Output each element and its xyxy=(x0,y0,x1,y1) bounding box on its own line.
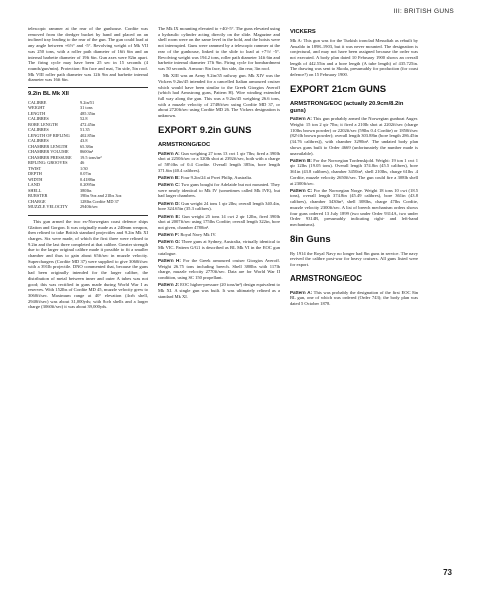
pattern-paragraph xyxy=(290,116,418,156)
col1-intro: telescopic rammer at the rear of the gunhouse. Cordite was removed from the dredger bucket by hand and placed on an inclined tray leading to the rear of the gun. The gun could load at any angle between +6½° and -5°. Revolving weight of Mk VII was 250 tons, with a roller path diameter of 16ft 6in and an internal barbette diameter of 19ft 6in. Gun axes were 82in apart. The firing cycle may have been 25 sec in 15 seconds (4 rounds/gun/min). Protection: 8in face and mat, 7in side, 5in roof. Mk VIII roller path diameter was 12ft 9in and barbette internal diameter was 16ft 6in. xyxy=(28,26,148,83)
spec-key: WEIGHT xyxy=(28,105,45,111)
pattern-paragraph xyxy=(158,214,280,231)
divider xyxy=(28,87,148,88)
spec-key: TWIST xyxy=(28,165,42,171)
spec-key: SHELL xyxy=(28,187,42,193)
pattern-text: Gun weight 25 tons 14 cwt 2 qtr 12lbs, fired 390lb shot at 2007ft/sec using 175lbs Cordite; overall length 322in, bore not given, chamber 4780in³. xyxy=(158,213,280,230)
spec-key: CHAMBER LENGTH xyxy=(28,143,68,149)
spec-key: CALIBRES xyxy=(28,127,49,133)
vickers-heading: VICKERS xyxy=(290,29,316,35)
spec-value: 65.38in xyxy=(80,143,94,149)
pattern-lead: Pattern E: xyxy=(158,213,181,219)
pattern-text: Three guns at Sydney, Australia, virtually identical to Mk VIC. Pattern G/G1 is described as BL Mk VI in the EOC gun catalogue. xyxy=(158,239,280,256)
pattern-paragraph xyxy=(158,232,280,238)
spec-value: 485.35in xyxy=(80,110,96,116)
pattern-paragraph xyxy=(158,182,280,199)
spec-key: CALIBRES xyxy=(28,138,49,144)
pattern-lead: Pattern B: xyxy=(158,174,180,180)
pattern-paragraph xyxy=(290,158,418,187)
col1-body: This gun armed the two ex-Norwegian coast defence ships Glatton and Gorgon. It was originally made as a 240mm weapon, then relined to take British standard projectiles and 9.2in Mk XI charges. Six were made, of which the first three were relined to 9.2in and the last three completed at that calibre. Greater strength due to the larger original calibre made it possible to fit a smaller chamber and thus to gain about 65ft/sec in muzzle velocity. Superchargers (Cordite MD 37) were supplied to give 3060ft/sec with a 391lb projectile. DNO commented that, because the guns had been originally intended for the larger calibre, the distribution of metal between inner and outer A tubes was not good; this was rectified in guns made during World War I as reserves. With 152lbs of Cordite MD 45, muzzle velocity grew to 3060ft/sec. Maximum range at 40° elevation (4crh shell, 2940ft/sec) was about 31,000yds; with 8crh shells and a larger charge (3060ft/sec) it was about 39,000yds. xyxy=(28,218,148,310)
page-number: 73 xyxy=(443,568,452,577)
spec-title: 9.2in BL Mk XII xyxy=(28,91,69,98)
spec-key: CALIBRES xyxy=(28,116,49,122)
spec-value: 380lbs xyxy=(80,187,92,193)
pattern-lead: Pattern H: xyxy=(158,258,181,263)
pattern-text: This gun probably armed the Norwegian gunboat Auger. Weight: 15 ton 2 qtr 7lbs; it fired a 210lb shot at 2202ft/sec (charge 110lbs brown powder) or 2202ft/sec (59lbs 0.4 Cordite) or 1850ft/sec (82½lb brown powder); overall length 303.88in (bore length 286.45in (34.76 calibres)), with chamber 3290in³. The undated body plan shows guns built to Order 4669 (unfortunately the number made is unavailable). xyxy=(290,116,418,156)
spec-value: 472.45in xyxy=(80,121,96,127)
pattern-lead: Pattern G: xyxy=(158,239,181,245)
spec-key: LAND xyxy=(28,182,40,188)
pattern-lead: Pattern A: xyxy=(290,289,313,295)
running-header: III: BRITISH GUNS xyxy=(393,8,454,15)
armstrong-eoc-21cm-heading: ARMSTRONG/EOC (actually 20.9cm/8.2in guns) xyxy=(290,100,404,114)
spec-key: WIDTH xyxy=(28,176,43,182)
pattern-text: Gun weighing 27 tons 13 cwt 1 qtr 7lbs; fired a 390lb shot at 2250ft/sec or a 320lb shot at 2392ft/sec, both with a charge of 58½lbs of 0.4 Cordite. Overall length 385in, bore length 371.6in (40.4 calibres). xyxy=(158,150,280,173)
spec-value: 19.5 tons/in² xyxy=(80,154,102,160)
column-3 xyxy=(290,26,418,308)
spec-key: BURSTER xyxy=(28,193,48,199)
divider xyxy=(28,215,148,216)
pattern-text: Royal Navy Mk IV. xyxy=(180,232,217,238)
pattern-lead: Pattern C: xyxy=(290,187,313,193)
pattern-text: EOC higher-pressure (20 tons/in²) design equivalent to Mk XI. A single gun was built. It was ultimately relined as a standard Mk XI. xyxy=(158,282,280,299)
spec-key: MUZZLE VELOCITY xyxy=(28,204,68,210)
spec-value: 51.35 xyxy=(80,127,90,133)
spec-key: DEPTH xyxy=(28,171,42,177)
pattern-text: Two guns bought for Adelaide but not mounted. They were nearly identical to Mk IV (sometimes called Mk IVE), but had larger chambers. xyxy=(158,182,280,199)
spec-value: 0.2095in xyxy=(80,182,96,188)
armstrong-eoc-heading: ARMSTRONG/EOC xyxy=(158,141,211,148)
spec-key: LENGTH OF RIFLING xyxy=(28,132,70,138)
export-21cm-heading: EXPORT 21cm GUNS xyxy=(290,83,387,95)
pattern-paragraph xyxy=(290,290,418,307)
pattern-text: For the Norwegian Tordenskjold. Weight: 19 ton 1 cwt 1 qtr 12lbs (19.05 tons). Overall length 374.8in (45.5 calibres), bore 361in (43.8 calibres), chamber 3450in³, shell 210lbs, charge 61lbs .4 Cordite, muzzle velocity 2650ft/sec. The gun could fire a 308lb shell at 2300ft/sec. xyxy=(290,157,419,186)
spec-value: 0.07in xyxy=(80,171,91,177)
pattern-text: For the Norwegian Norge. Weight 18 tons 10 cwt (18.5 tons), overall length 374.8in (45.49 calibres), bore 361in (43.8 calibres), chamber 3430in³, shell 308lbs, charge 47lbs Cordite, muzzle velocity 2300ft/sec. A list of breech mechanism orders shows four guns ordered 13 July 1899 (two under Order 9314A, two under Order 9314B, presumably indicating right- and left-hand mechanisms). xyxy=(290,187,419,227)
spec-key: CALIBRE xyxy=(28,99,47,105)
pattern-paragraph xyxy=(158,258,280,281)
spec-key: BORE LENGTH xyxy=(28,121,58,127)
pattern-paragraph xyxy=(158,151,280,174)
spec-table xyxy=(28,100,148,210)
spec-row xyxy=(28,204,148,210)
spec-value: 1/30 xyxy=(80,165,88,171)
pattern-text: Gun weight 24 tons 1 qtr 2lbs; overall length 340.4in, bore 324.65in (35.3 calibres). xyxy=(158,200,281,212)
spec-value: 31 tons xyxy=(80,105,93,111)
pattern-lead: Pattern B: xyxy=(290,157,312,163)
armstrong-eoc-8in-heading: ARMSTRONG/EOC xyxy=(290,273,362,283)
pattern-list xyxy=(158,151,280,300)
spec-value: 0.4188in xyxy=(80,176,96,182)
pattern-lead: Pattern A: xyxy=(290,116,312,122)
spec-key: CHARGE xyxy=(28,198,46,204)
export-9-2-heading: EXPORT 9.2in GUNS xyxy=(158,124,252,136)
spec-key: RIFLING: GROOVES xyxy=(28,160,68,166)
spec-key: CHAMBER PRESSURE xyxy=(28,154,72,160)
spec-value: 43.8 xyxy=(80,138,88,144)
pattern-paragraph xyxy=(158,175,280,181)
spec-value: 402.85in xyxy=(80,132,96,138)
column-2 xyxy=(158,26,280,301)
eight-inch-body: By 1914 the Royal Navy no longer had 8in guns in service. The navy revived the calibre post-war for heavy cruisers. All guns listed were for export. xyxy=(290,250,418,268)
pattern-paragraph xyxy=(290,188,418,228)
col2-p2: Mk XIII was an Army 9.2in/35 railway gun. Mk XIV was the Vickers 9.2in/45 intended for a cancelled Italian armoured cruiser which would have been similar to the Greek Giorgios Averoff (which had Armstrong guns, Pattern H). Wire winding extended full way along the gun. This was a 9.2in/45 weighing 26.6 tons, with a muzzle velocity of 2748ft/sec using Cordite MD 37, or about 2720ft/sec using Cordite MD 26. The Vickers designation is unknown. xyxy=(158,73,280,119)
spec-key: LENGTH xyxy=(28,110,46,116)
pattern-paragraph xyxy=(158,239,280,256)
pattern-list xyxy=(290,116,418,227)
pattern-lead: Pattern A: xyxy=(158,150,180,156)
pattern-text: This was probably the designation of the first EOC 8in BL gun, one of which was ordered (Order 743); the body plan was dated 5 October 1878. xyxy=(290,289,418,307)
column-1 xyxy=(28,26,148,312)
spec-value: 9.2in/51 xyxy=(80,99,95,105)
spec-value: 19lbs 9oz and 21lbs 3oz xyxy=(80,193,122,199)
spec-value: 46 xyxy=(80,160,85,166)
pattern-lead: Pattern J: xyxy=(158,282,179,288)
pattern-paragraph xyxy=(158,201,280,212)
spec-value: 52.8 xyxy=(80,116,88,122)
pattern-lead: Pattern C: xyxy=(158,182,180,188)
col2-intro: The Mk IX mounting elevated to +40/-5°. The guns elevated using a hydraulic cylinder acting directly on the slide. Magazine and shell room were on the same level in the hold, and the hoists were not interrupted. Guns were rammed by a telescopic rammer at the rear of the gunhouse, linked to the slide to load at +7½/ -5°. Revolving weight was 194.2 tons, roller path diameter 14ft 6in and barbette internal diameter 17ft 9in. Firing cycle for bombardment was 50 seconds. Armour: 8in face, 6in side, 4in rear, 3in roof. xyxy=(158,26,280,71)
spec-value: 2940ft/sec xyxy=(80,204,98,210)
eight-inch-heading: 8in Guns xyxy=(290,233,331,245)
pattern-text: For the Greek armoured cruiser Giorgios Averoff. Weight 26.75 tons including breech. Shell 380lbs with 117lb charge, muzzle velocity 2770ft/sec. Data are for World War II condition, using SC 150 propellant. xyxy=(158,258,281,281)
pattern-lead: Pattern D: xyxy=(158,200,180,206)
vickers-body: Mk A: This gun was for the Turkish ironclad Mesudiah as rebuilt by Ansaldo in 1898–1903, but it was never mounted. The designation is conjectural, and may not have been assigned because the order was not executed. A body plan dated 10 February 1900 shows an overall length of 442.55in and a bore length (A tube length) of 435.725in. The drawing was sent to Skoda, presumably for production (for coast defence?) on 15 February 1900. xyxy=(290,37,418,78)
spec-value: 8600in³ xyxy=(80,149,94,155)
spec-key: CHAMBER VOLUME xyxy=(28,149,69,155)
pattern-paragraph xyxy=(158,282,280,299)
pattern-text: Four 9.2in/24 at Pwei Philip, Australia. xyxy=(180,174,253,180)
spec-value: 128lbs Cordite MD 37 xyxy=(80,198,119,204)
pattern-lead: Pattern F: xyxy=(158,232,180,238)
